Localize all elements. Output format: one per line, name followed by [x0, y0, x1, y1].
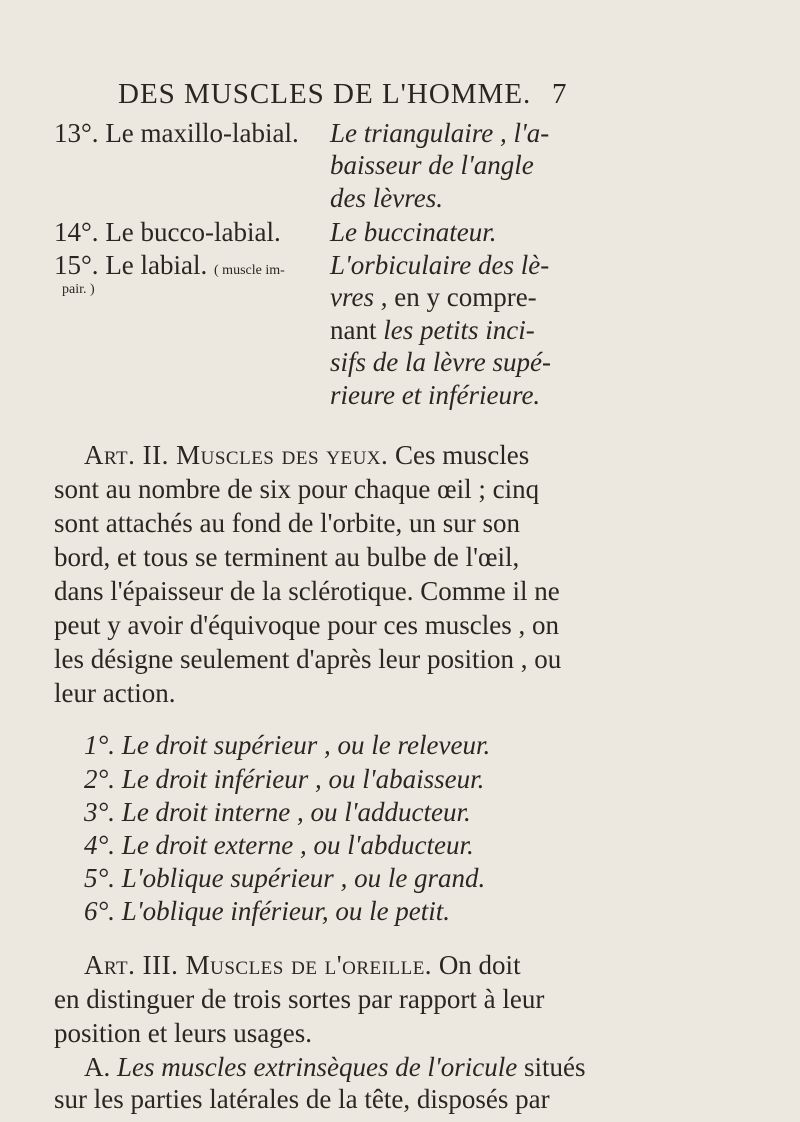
entry-13-desc-3: des lèvres.: [330, 183, 443, 213]
entry-15-desc-1: L'orbiculaire des lè-: [330, 250, 550, 280]
entry-14-left: [54, 217, 281, 248]
art2-item: 1°. Le droit supérieur , ou le releveur.: [84, 730, 491, 760]
entry-number: 15°.: [54, 250, 106, 280]
art3-line: position et leurs usages.: [54, 1018, 312, 1048]
art2-item: 3°. Le droit interne , ou l'adducteur.: [84, 797, 471, 827]
art2-item: 2°. Le droit inférieur , ou l'abaisseur.: [84, 764, 485, 794]
entry-note: ( muscle im-: [214, 263, 285, 278]
art2-line: leur action.: [54, 678, 176, 708]
art2-item: 6°. L'oblique inférieur, ou le petit.: [84, 896, 451, 926]
art3-line: sur les parties latérales de la tête, disposés par: [54, 1084, 550, 1114]
art3-a-line: A. Les muscles extrinsèques de l'oricule situés: [84, 1052, 586, 1082]
art3-first-line: Art. III. Muscles de l'oreille. On doit: [84, 950, 521, 980]
entry-14-desc-1: Le buccinateur.: [330, 217, 497, 247]
entry-15-left: [54, 250, 285, 281]
art3-line: en distinguer de trois sortes par rapport à leur: [54, 984, 545, 1014]
entry-15-desc-3: nant les petits inci-: [330, 315, 535, 345]
entry-number: 14°.: [54, 217, 106, 247]
entry-name: Le maxillo-labial.: [105, 118, 299, 148]
page-number: 7: [552, 78, 567, 110]
entry-name: Le bucco-labial.: [105, 217, 281, 247]
art2-item: 5°. L'oblique supérieur , ou le grand.: [84, 863, 486, 893]
art2-line: sont attachés au fond de l'orbite, un sur son: [54, 508, 521, 538]
art2-first-line: Art. II. Muscles des yeux. Ces muscles: [84, 440, 530, 470]
art2-item: 4°. Le droit externe , ou l'abducteur.: [84, 830, 474, 860]
art3-heading: Art. III. Muscles de l'oreille.: [84, 950, 433, 980]
entry-15-desc-5: rieure et inférieure.: [330, 380, 541, 410]
entry-15-desc-2: vres , en y compre-: [330, 282, 537, 312]
art2-heading: Art. II. Muscles des yeux.: [84, 440, 389, 470]
art2-line: dans l'épaisseur de la sclérotique. Comme il ne: [54, 576, 560, 606]
art2-line: sont au nombre de six pour chaque œil ; cinq: [54, 474, 540, 504]
art2-line: les désigne seulement d'après leur position , ou: [54, 644, 562, 674]
art2-line: bord, et tous se terminent au bulbe de l'œil,: [54, 542, 520, 572]
entry-name: Le labial.: [105, 250, 208, 280]
entry-13-desc-2: baisseur de l'angle: [330, 150, 534, 180]
entry-number: 13°.: [54, 118, 106, 148]
entry-13-desc-1: Le triangulaire , l'a-: [330, 118, 550, 148]
running-title: DES MUSCLES DE L'HOMME.: [118, 78, 532, 110]
art2-line: peut y avoir d'équivoque pour ces muscles , on: [54, 610, 559, 640]
entry-13-left: [54, 118, 299, 149]
entry-15-desc-4: sifs de la lèvre supé-: [330, 347, 551, 377]
entry-15-note-2: pair. ): [62, 282, 95, 297]
